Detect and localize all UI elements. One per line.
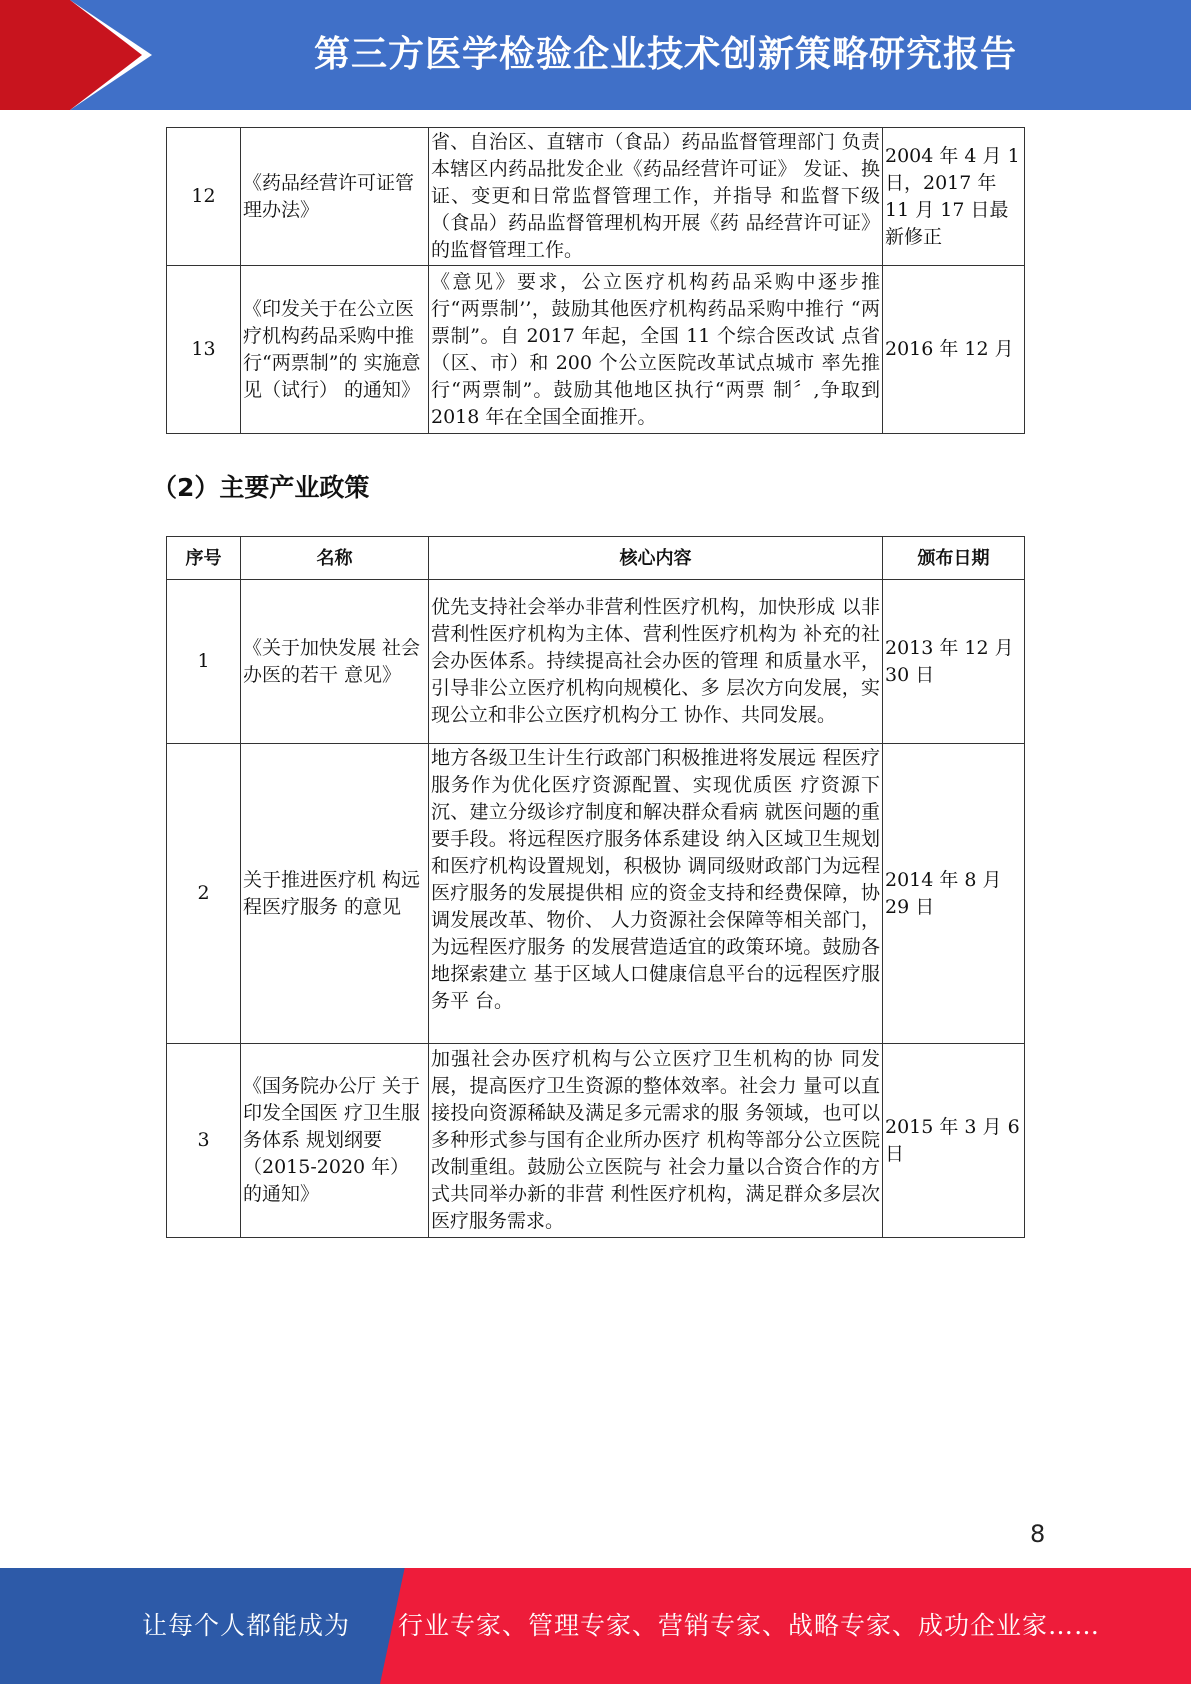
policy-content: 省、自治区、直辖市（食品）药品监督管理部门 负责本辖区内药品批发企业《药品经营许可证》 发证、换证、变更和日常监督管理工作，并指导 和监督下级（食品）药品监督管理机构开展《药 品经营许可证》的监督管理工作。 — [429, 128, 883, 266]
policy-name: 《关于加快发展 社会办医的若干 意见》 — [241, 580, 429, 744]
policy-content: 地方各级卫生计生行政部门积极推进将发展远 程医疗服务作为优化医疗资源配置、实现优质医 疗资源下沉、建立分级诊疗制度和解决群众看病 就医问题的重要手段。将远程医疗服务体系建设 纳入区域卫生规划和医疗机构设置规划，积极协 调同级财政部门为远程医疗服务的发展提供相 应的资金支持和经费保障，协调发展改革、物价、 人力资源社会保障等相关部门，为远程医疗服务 的发展营造适宜的政策环境。鼓励各地探索建立 基于区域人口健康信息平台的远程医疗服务平 台。 — [429, 744, 883, 1044]
table-row — [167, 1044, 1025, 1238]
row-number: 13 — [167, 266, 241, 434]
policy-date: 2004 年 4 月 1 日，2017 年 11 月 17 日最新修正 — [883, 128, 1025, 266]
policy-name: 《印发关于在公立医疗机构药品采购中推行“两票制”的 实施意见（试行） 的通知》 — [241, 266, 429, 434]
table-row — [167, 744, 1025, 1044]
policy-date: 2015 年 3 月 6 日 — [883, 1044, 1025, 1238]
header-date: 颁布日期 — [883, 537, 1025, 580]
row-number: 3 — [167, 1044, 241, 1238]
row-number: 1 — [167, 580, 241, 744]
row-number: 12 — [167, 128, 241, 266]
table-header-row — [167, 537, 1025, 580]
table-row — [167, 266, 1025, 434]
industry-policy-table — [166, 536, 1025, 1238]
header-content: 核心内容 — [429, 537, 883, 580]
header-red-arrow — [70, 0, 142, 110]
policy-date: 2013 年 12 月 30 日 — [883, 580, 1025, 744]
policy-name: 关于推进医疗机 构远程医疗服务 的意见 — [241, 744, 429, 1044]
policy-date: 2014 年 8 月 29 日 — [883, 744, 1025, 1044]
header-title: 第三方医学检验企业技术创新策略研究报告 — [313, 34, 1017, 75]
policy-name: 《国务院办公厅 关于印发全国医 疗卫生服务体系 规划纲要（2015-2020 年）的通知》 — [241, 1044, 429, 1238]
policy-date: 2016 年 12 月 — [883, 266, 1025, 434]
table-row — [167, 128, 1025, 266]
policy-table-continued — [166, 127, 1025, 434]
policy-name: 《药品经营许可证管理办法》 — [241, 128, 429, 266]
page-number: 8 — [1030, 1520, 1046, 1548]
header-red-block — [0, 0, 70, 110]
policy-content: 加强社会办医疗机构与公立医疗卫生机构的协 同发展，提高医疗卫生资源的整体效率。社会力 量可以直接投向资源稀缺及满足多元需求的服 务领域，也可以多种形式参与国有企业所办医疗 机构等部分公立医院改制重组。鼓励公立医院与 社会力量以合资合作的方式共同举办新的非营 利性医疗机构，满足群众多层次医疗服务需求。 — [429, 1044, 883, 1238]
page-footer — [0, 1568, 1191, 1684]
section-title: （2）主要产业政策 — [152, 473, 370, 502]
policy-content: 《意见》要求，公立医疗机构药品采购中逐步推 行“两票制’’，鼓励其他医疗机构药品采购中推行 “两票制”。自 2017 年起，全国 11 个综合医改试 点省（区、市）和 200 个公立医院改革试点城市 率先推行“两票制”。鼓励其他地区执行“两票 制〞,争取到 2018 年在全国全面推开。 — [429, 266, 883, 434]
header-num: 序号 — [167, 537, 241, 580]
header-name: 名称 — [241, 537, 429, 580]
table-row — [167, 580, 1025, 744]
row-number: 2 — [167, 744, 241, 1044]
policy-content: 优先支持社会举办非营利性医疗机构，加快形成 以非营利性医疗机构为主体、营利性医疗机构为 补充的社会办医体系。持续提高社会办医的管理 和质量水平，引导非公立医疗机构向规模化、多 层次方向发展，实现公立和非公立医疗机构分工 协作、共同发展。 — [429, 580, 883, 744]
page-header — [0, 0, 1191, 110]
footer-slogan-right: 行业专家、管理专家、营销专家、战略专家、成功企业家…… — [398, 1611, 1101, 1640]
footer-slogan-left: 让每个人都能成为 — [142, 1611, 351, 1640]
